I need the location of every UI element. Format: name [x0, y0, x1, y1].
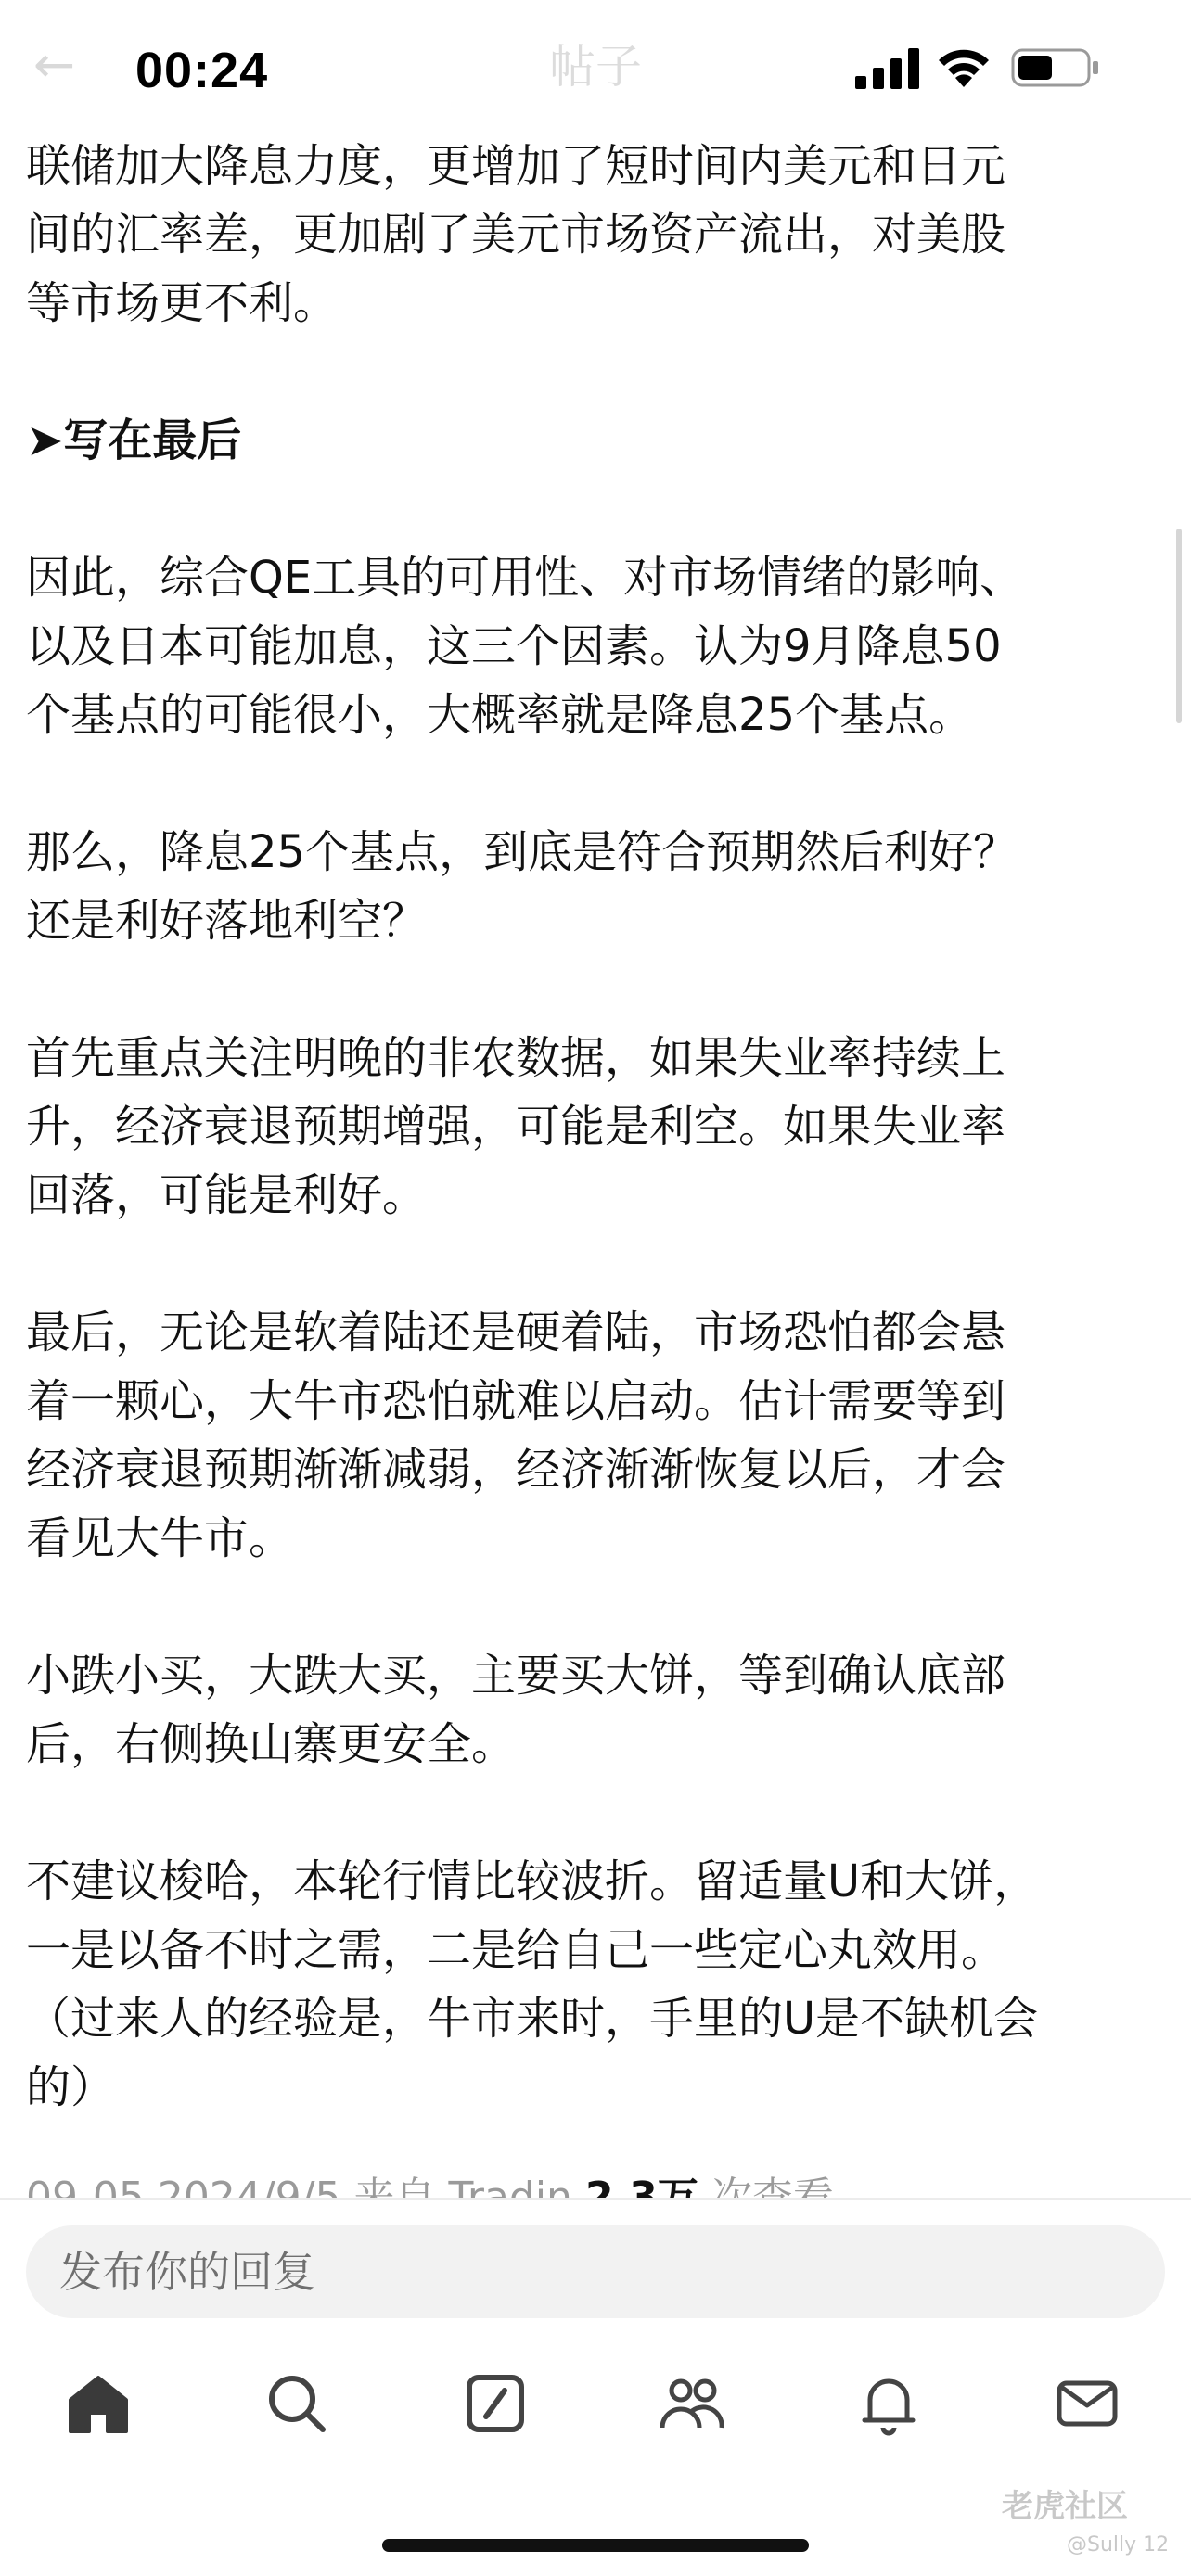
community-icon	[655, 2366, 729, 2441]
post-paragraph: 联储加大降息力度，更增加了短时间内美元和日元 间的汇率差，更加剧了美元市场资产流出，对美股 等市场更不利。	[26, 140, 1006, 329]
search-icon	[260, 2366, 334, 2441]
tab-home[interactable]	[61, 2366, 135, 2441]
back-icon[interactable]: ←	[33, 35, 76, 94]
post-paragraph: 首先重点关注明晚的非农数据，如果失业率持续上 升，经济衰退预期增强，可能是利空。如果失业率 回落，可能是利好。	[26, 1032, 1006, 1221]
messages-icon	[1050, 2366, 1124, 2441]
home-indicator[interactable]	[382, 2539, 809, 2552]
scrollbar[interactable]	[1176, 529, 1182, 723]
signal-icon	[855, 48, 920, 89]
post-content	[26, 132, 1165, 2188]
home-icon	[61, 2366, 135, 2441]
tab-bar	[0, 2327, 1191, 2494]
page-title: 帖子	[549, 40, 642, 94]
status-time: 00:24	[135, 43, 269, 98]
reply-input[interactable]: 发布你的回复	[26, 2225, 1165, 2318]
tab-notifications[interactable]	[852, 2366, 926, 2441]
watermark-user: @Sully 12	[1067, 2533, 1170, 2557]
post-paragraph: 因此，综合QE工具的可用性、对市场情绪的影响、 以及日本可能加息，这三个因素。认为9月降息50 个基点的可能很小，大概率就是降息25个基点。	[26, 552, 1025, 741]
tab-messages[interactable]	[1050, 2366, 1124, 2441]
tab-compose[interactable]	[458, 2366, 532, 2441]
notifications-icon	[852, 2366, 926, 2441]
battery-icon	[1011, 46, 1100, 89]
post-paragraph: 那么，降息25个基点，到底是符合预期然后利好？ 还是利好落地利空？	[26, 826, 1018, 947]
tab-community[interactable]	[655, 2366, 729, 2441]
post-paragraph: 最后，无论是软着陆还是硬着陆，市场恐怕都会悬 着一颗心，大牛市恐怕就难以启动。估计需要等到 经济衰退预期渐渐减弱，经济渐渐恢复以后，才会 看见大牛市。	[26, 1307, 1006, 1564]
compose-icon	[458, 2366, 532, 2441]
tab-search[interactable]	[260, 2366, 334, 2441]
watermark-brand: 老虎社区	[1002, 2488, 1128, 2525]
post-paragraph: 不建议梭哈，本轮行情比较波折。留适量U和大饼， 一是以备不时之需，二是给自己一些定心丸效用。 （过来人的经验是，牛市来时，手里的U是不缺机会 的）	[26, 1855, 1039, 2113]
section-heading: ➤写在最后	[26, 414, 242, 466]
status-bar	[0, 0, 1191, 132]
post-paragraph: 小跌小买，大跌大买，主要买大饼，等到确认底部 后，右侧换山寨更安全。	[26, 1650, 1006, 1770]
wifi-icon	[935, 43, 992, 89]
reply-bar	[0, 2198, 1191, 2329]
